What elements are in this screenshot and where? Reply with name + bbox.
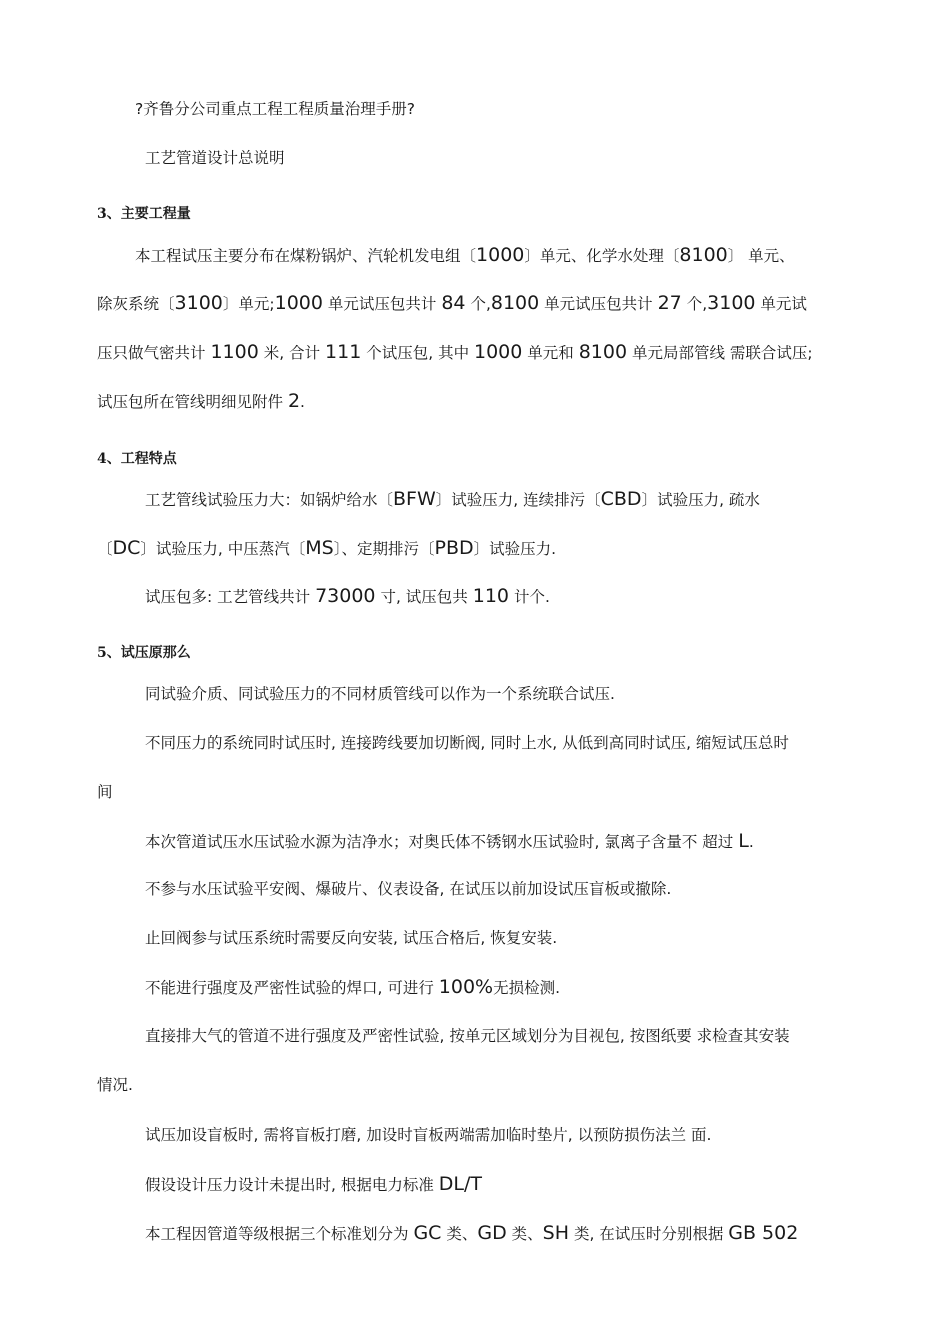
paragraph-line: 同试验介质、同试验压力的不同材质管线可以作为一个系统联合试压.	[145, 685, 615, 703]
paragraph-line: 止回阀参与试压系统时需要反向安装, 试压合格后, 恢复安装.	[145, 929, 558, 947]
paragraph-line: 不同压力的系统同时试压时, 连接跨线要加切断阀, 同时上水, 从低到高同时试压, 缩短试压总时	[145, 734, 789, 752]
section-heading: 4、工程特点	[97, 451, 177, 467]
paragraph-line: 本工程因管道等级根据三个标准划分为 GC 类、GD 类、SH 类, 在试压时分别根据 GB 502	[145, 1222, 799, 1244]
paragraph-line: 假设设计压力设计未提出时, 根据电力标准 DL/T	[145, 1173, 483, 1195]
paragraph-line: 〔DC〕试验压力, 中压蒸汽〔MS〕、定期排污〔PBD〕试验压力.	[97, 537, 557, 559]
paragraph-line: 试压包多: 工艺管线共计 73000 寸, 试压包共 110 计个.	[145, 585, 550, 607]
paragraph-line: 情况.	[97, 1076, 133, 1094]
paragraph-line: 压只做气密共计 1100 米, 合计 111 个试压包, 其中 1000 单元和 8100 单元局部管线 需联合试压;	[97, 341, 813, 363]
paragraph-line: 不参与水压试验平安阀、爆破片、仪表设备, 在试压以前加设试压盲板或撤除.	[145, 880, 672, 898]
paragraph-line: 试压包所在管线明细见附件 2.	[97, 390, 305, 412]
paragraph-line: 本次管道试压水压试验水源为洁净水；对奥氏体不锈钢水压试验时, 氯离子含量不 超过 L.	[145, 830, 754, 852]
document-subheader: 工艺管道设计总说明	[145, 149, 285, 167]
paragraph-line: 除灰系统〔3100〕单元;1000 单元试压包共计 84 个,8100 单元试压包共计 27 个,3100 单元试	[97, 292, 807, 314]
paragraph-line: 本工程试压主要分布在煤粉锅炉、汽轮机发电组〔1000〕单元、化学水处理〔8100〕 单元、	[135, 244, 795, 266]
section-heading: 5、试压原那么	[97, 645, 191, 661]
document-header: ?齐鲁分公司重点工程工程质量治理手册?	[135, 100, 415, 118]
paragraph-line: 不能进行强度及严密性试验的焊口, 可进行 100%无损检测.	[145, 976, 561, 998]
paragraph-line: 间	[97, 783, 113, 801]
paragraph-line: 直接排大气的管道不进行强度及严密性试验, 按单元区域划分为目视包, 按图纸要 求检查其安装	[145, 1027, 790, 1045]
paragraph-line: 工艺管线试验压力大：如锅炉给水〔BFW〕试验压力, 连续排污〔CBD〕试验压力, 疏水	[145, 488, 760, 510]
section-heading: 3、主要工程量	[97, 206, 191, 222]
paragraph-line: 试压加设盲板时, 需将盲板打磨, 加设时盲板两端需加临时垫片, 以预防损伤法兰 面.	[145, 1126, 712, 1144]
